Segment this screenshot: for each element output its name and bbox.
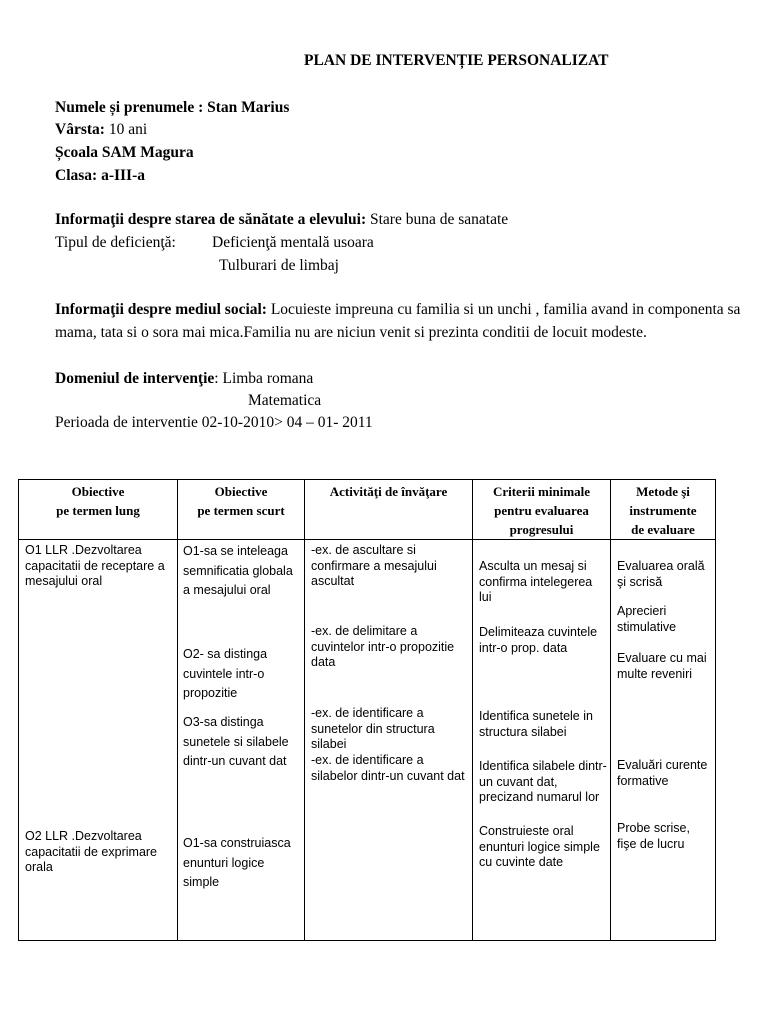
evaluation-method: Probe scrise, fişe de lucru <box>617 821 690 851</box>
header-long-term: Obiective pe termen lung <box>19 480 178 540</box>
short-term-objective: O3-sa distinga sunetele si silabele dintr-un cuvant dat <box>183 715 289 768</box>
domain-label: Domeniul de intervenţie <box>55 370 215 387</box>
short-term-objective: O1-sa se inteleaga semnificatia globala a mesajului oral <box>183 544 293 597</box>
header-criteria: Criterii minimale pentru evaluarea progresului <box>473 480 611 540</box>
evaluation-criterion: Identifica sunetele in structura silabei <box>479 709 593 739</box>
evaluation-method: Evaluări curente formative <box>617 758 708 788</box>
long-term-objective: O1 LLR .Dezvoltarea capacitatii de receptare a mesajului oral <box>25 543 165 588</box>
cell-long-term <box>19 540 178 941</box>
school-name: Școala SAM Magura <box>55 144 194 161</box>
header-activities: Activităţi de învăţare <box>305 480 473 540</box>
deficiency-2: Tulburari de limbaj <box>219 257 339 274</box>
header-short-term: Obiective pe termen scurt <box>178 480 305 540</box>
health-info <box>55 210 508 230</box>
header-methods: Metode şi instrumente de evaluare <box>611 480 716 540</box>
table-row <box>19 540 716 941</box>
cell-short-term <box>178 540 305 941</box>
age-label: Vârsta: <box>55 121 105 138</box>
evaluation-method: Evaluarea orală şi scrisă <box>617 559 705 589</box>
cell-criteria <box>473 540 611 941</box>
table-header-row <box>19 480 716 540</box>
learning-activity: -ex. de ascultare si confirmare a mesajului ascultat <box>311 543 437 588</box>
evaluation-criterion: Delimiteaza cuvintele intr-o prop. data <box>479 625 598 655</box>
class-label: Clasa: a-III-a <box>55 167 145 184</box>
long-term-objective: O2 LLR .Dezvoltarea capacitatii de exprimare orala <box>25 829 158 874</box>
intervention-period: Perioada de interventie 02-10-2010> 04 – 01- 2011 <box>55 414 373 431</box>
social-label: Informaţii despre mediul social: <box>55 301 267 318</box>
social-info <box>55 298 755 344</box>
cell-methods <box>611 540 716 941</box>
cell-activities <box>305 540 473 941</box>
social-value: Locuieste impreuna cu familia si un unchi , familia avand in componenta sa mama, tata si o sora mai mica.Familia nu are niciun venit si prezinta conditii de locuit modeste. <box>55 301 741 341</box>
health-label: Informaţii despre starea de sănătate a elevului: <box>55 211 367 228</box>
deficiency-1: Deficienţă mentală usoara <box>212 234 374 251</box>
short-term-objective: O1-sa construiasca enunturi logice simple <box>183 836 291 889</box>
learning-activity: -ex. de identificare a silabelor dintr-un cuvant dat <box>311 753 465 783</box>
learning-activity: -ex. de delimitare a cuvintelor intr-o propozitie data <box>311 624 455 669</box>
age-value: 10 ani <box>108 121 148 138</box>
evaluation-criterion: Asculta un mesaj si confirma intelegerea lui <box>479 559 593 604</box>
domain-value-1: : Limba romana <box>214 370 314 387</box>
deficiency-label: Tipul de deficienţă: <box>55 234 176 251</box>
intervention-table <box>18 479 716 941</box>
student-name: Numele și prenumele : Stan Marius <box>55 99 290 116</box>
domain-value-2: Matematica <box>248 392 322 409</box>
intervention-domain <box>55 369 313 389</box>
evaluation-criterion: Construieste oral enunturi logice simple cu cuvinte date <box>479 824 600 869</box>
page-title: PLAN DE INTERVENȚIE PERSONALIZAT <box>304 52 609 69</box>
student-age <box>55 120 147 140</box>
evaluation-method: Aprecieri stimulative <box>617 604 677 634</box>
short-term-objective: O2- sa distinga cuvintele intr-o propozitie <box>183 647 268 700</box>
learning-activity: -ex. de identificare a sunetelor din structura silabei <box>311 706 435 751</box>
evaluation-method: Evaluare cu mai multe reveniri <box>617 651 707 681</box>
health-value: Stare buna de sanatate <box>370 211 509 228</box>
evaluation-criterion: Identifica silabele dintr-un cuvant dat, precizand numarul lor <box>479 759 607 804</box>
